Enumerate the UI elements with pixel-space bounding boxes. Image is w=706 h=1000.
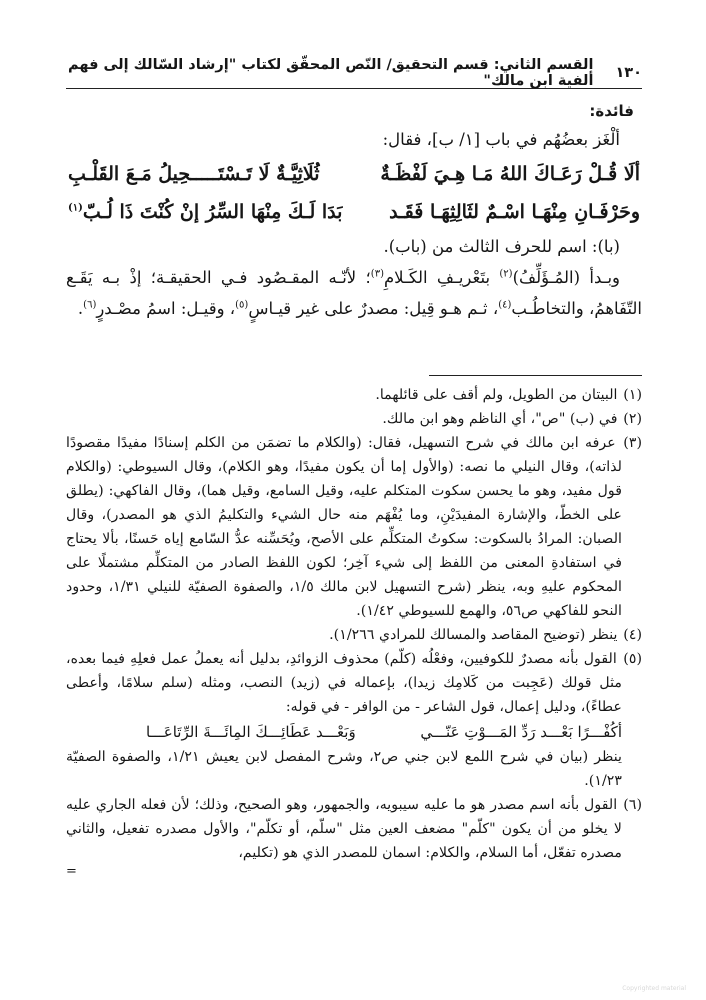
footnote (66, 647, 642, 719)
footnote-text: البيتان من الطويل، ولم أقف على قائلهما. (375, 387, 618, 403)
footnote-continuation: ينظر (بيان في شرح اللمع لابن جني ص٢، وشرح المفصل لابن يعيش ١/٢١، والصفوة الصفيّة ١/٢٣). (66, 749, 622, 789)
text-run: وبـدأ (المُـؤَلِّفُ) (512, 268, 621, 287)
footnote-text: ينظر (توضيح المقاصد والمسالك للمرادي ١/٢٦٦). (329, 627, 618, 643)
section-heading: فائدة: (589, 102, 634, 120)
footnote-number: (٦) (623, 797, 642, 813)
copyright-watermark: Copyrighted material (622, 985, 686, 992)
definition-line: (با): اسم للحرف الثالث من (باب). (383, 237, 620, 256)
footnote-separator (429, 375, 642, 376)
footnote (66, 407, 642, 431)
verse-line (66, 193, 642, 231)
text-run: ، وقيـل: اسمُ مصْـدرٍ (96, 299, 236, 318)
verse-hemistich-second: وَبَعْـــد عَطَائِـــكَ المِائَـــةَ الرِّتَاعَـــا (146, 723, 356, 741)
footnote-number: (٣) (623, 435, 642, 451)
verse-hemistich-second: ثُلَاثِيَّـةٌ لَا تَـسْتَـــــحِيلُ مَـعَ القَلْـبِ (68, 163, 320, 185)
footnote-text: القول بأنه اسم مصدر هو ما عليه سيبويه، والجمهور، وهو الصحيح، وذلك؛ لأن فعله الجاري عليه لا يخلو من أن يكون "كلّم" مضعف العين مثل "سلّم، أو تكلّم"، والأول مصدره تفعيل، والثاني مصدره تفعّل، أما السلام، والكلام: اسمان للمصدر الذي هو (تكليم، (66, 797, 622, 861)
text-run: ، ثـم هـو قِيل: مصدرٌ على غير قيـاسٍ (248, 299, 499, 318)
footnote-verse (66, 719, 642, 745)
verse-hemistich-first: وحَرْفَـانِ مِنْهَـا اسْـمٌ لثَالِثِهَـا فَقَـد (389, 201, 640, 223)
continuation-mark: = (66, 864, 77, 879)
text-run: . (77, 299, 84, 318)
text-run: بتَعْريـفِ الكَـلامِ (383, 268, 500, 287)
footnote-ref[interactable]: (١) (68, 202, 83, 214)
body-paragraph (66, 262, 642, 324)
verse-hemistich-first: أكُفْـــرًا بَعْـــد رَدِّ المَـــوْتِ عَنّـــي (420, 723, 622, 741)
footnote-ref[interactable]: (٢) (499, 268, 513, 280)
footnote-ref[interactable]: (٤) (498, 299, 512, 311)
footnote-ref[interactable]: (٦) (83, 299, 97, 311)
footnote-number: (٢) (623, 411, 642, 427)
footnote-number: (٥) (623, 651, 642, 667)
footnote-number: (١) (623, 387, 642, 403)
verse-line (66, 155, 642, 193)
verse-hemistich-first: ألَا قُـلْ رَعَـاكَ اللهُ مَـا هِـيَ لَفْظَـةٌ (380, 163, 640, 185)
footnote-ref[interactable]: (٥) (235, 299, 249, 311)
footnotes (66, 383, 642, 879)
footnote-text: في (ب) "ص"، أي الناظم وهو ابن مالك. (382, 411, 618, 427)
running-header (66, 58, 642, 89)
footnote (66, 383, 642, 407)
main-text (66, 98, 642, 324)
verse-intro: ألْغَز بعضُهُم في باب [١/ ب]، فقال: (382, 130, 620, 149)
footnote-number: (٤) (623, 627, 642, 643)
footnote-ref[interactable]: (٣) (370, 268, 384, 280)
text-run: ؛ لأنّـه المقـصُود فـي الحقيقـة؛ إذْ بـه يَقَـع التّفَاهمُ، والتخاطُـب (66, 268, 642, 318)
footnote-text: القول بأنه مصدرٌ للكوفيين، وفعْلُه (كلّم) محذوف الزوائدِ، بدليل أنه يعملُ عمل فعلِهِ فيما بعده، مثل قولك (عَجِبت من كَلامِك زيدا)، بإعماله في (زيد) النصب، ومثله (سلم سلامًا، وأعطى عطاءً)، ودليل إعمال، قول الشاعر - من الوافر - في قوله: (66, 651, 622, 715)
verse-hemistich-second: بَدَا لَـكَ مِنْهَا السِّرُ إنْ كُنْتَ ذَا لُـبّ (82, 201, 343, 223)
page-number: ١٣٠ (615, 65, 642, 81)
footnote (66, 793, 642, 865)
footnote (66, 431, 642, 623)
footnote (66, 623, 642, 647)
footnote-text: عرفه ابن مالك في شرح التسهيل، فقال: (والكلام ما تضمَن من الكلم إسنادًا مفيدًا مقصودًا لذاته)، وقال النيلي ما نصه: (والأول إما أن يكون مفيدًا، وهو الكلام)، وقال السيوطي: (والكلام قول مفيد، وهو ما يحسن سكوت المتكلم عليه، وقيل السامع، وقيل هما)، وقال الفاكهي: (يطلق على الخطّ، والإشارة المفيدَيْنِ، وما يُفْهَم منه حال الشيء والتكليمُ الذي هو المصدر)، وقال الصبان: المرادُ بالسكوت: سكوتُ المتكلِّم على الأصح، ويُحَسِّنه عدُّ السّامع إياه حَسنًا، بألا يحتاج في استفادةِ المعنى من اللفظ إلى شيء آخِر؛ لكون اللفظ الصادر من المتكلِّم مشتملًا على المحكوم عليهِ وبه، ينظر (شرح التسهيل لابن مالك ١/٥، والصفوة الصفيّة للنيلي ١/٣١، وحدود النحو للفاكهي ص٥٦، والهمع للسيوطي ١/٤٢). (66, 435, 623, 619)
running-title: القسم الثاني: قسم التحقيق/ النّص المحقّق لكتاب "إرشاد السّالك إلى فهم ألفية ابن مالك" (68, 57, 594, 89)
